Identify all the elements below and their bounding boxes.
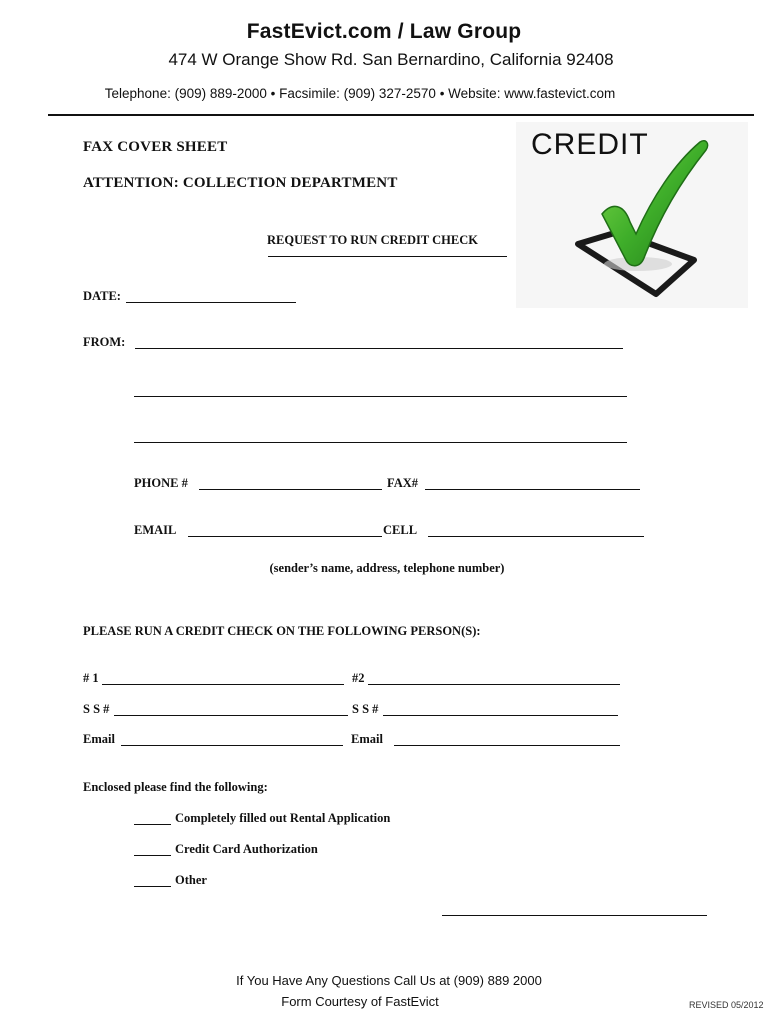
from-field-line-1[interactable] xyxy=(135,348,623,349)
ss1-label: S S # xyxy=(83,702,110,716)
cell-field[interactable] xyxy=(428,536,644,537)
date-label: DATE: xyxy=(83,289,121,303)
enclosure-item-1: Completely filled out Rental Application xyxy=(175,811,391,825)
header-divider xyxy=(48,114,754,116)
company-address: 474 W Orange Show Rd. San Bernardino, California 92408 xyxy=(168,50,614,69)
fax-label: FAX# xyxy=(387,476,419,490)
enclosure-item-2: Credit Card Authorization xyxy=(175,842,318,856)
phone-field[interactable] xyxy=(199,489,382,490)
attention-heading: ATTENTION: COLLECTION DEPARTMENT xyxy=(83,175,398,191)
date-field[interactable] xyxy=(126,302,296,303)
person2-field[interactable] xyxy=(368,684,620,685)
email1-label: Email xyxy=(83,732,115,746)
from-label: FROM: xyxy=(83,335,126,349)
from-field-line-2[interactable] xyxy=(134,396,627,397)
phone-label: PHONE # xyxy=(134,476,188,490)
email-field[interactable] xyxy=(188,536,382,537)
ss1-field[interactable] xyxy=(114,715,348,716)
enclosure-checkbox-2[interactable] xyxy=(134,855,171,856)
company-contact: Telephone: (909) 889-2000 • Facsimile: (909) 327-2570 • Website: www.fastevict.com xyxy=(104,86,616,101)
sender-note: (sender’s name, address, telephone number) xyxy=(269,561,505,575)
email-label: EMAIL xyxy=(134,523,177,537)
run-check-label: PLEASE RUN A CREDIT CHECK ON THE FOLLOWING PERSON(S): xyxy=(83,624,481,638)
email1-field[interactable] xyxy=(121,745,343,746)
enclosure-checkbox-3[interactable] xyxy=(134,886,171,887)
person2-label: #2 xyxy=(352,671,365,685)
ss2-label: S S # xyxy=(352,702,379,716)
fax-cover-heading: FAX COVER SHEET xyxy=(83,139,228,155)
enclosure-checkbox-1[interactable] xyxy=(134,824,171,825)
enclosure-item-3: Other xyxy=(175,873,207,887)
credit-graphic-word: CREDIT xyxy=(531,128,649,161)
enclosed-label: Enclosed please find the following: xyxy=(83,780,268,794)
company-title: FastEvict.com / Law Group xyxy=(246,20,522,43)
email2-field[interactable] xyxy=(394,745,620,746)
request-title: REQUEST TO RUN CREDIT CHECK xyxy=(267,233,478,247)
checkmark-icon xyxy=(560,136,720,304)
request-title-underline xyxy=(268,256,507,257)
person1-field[interactable] xyxy=(102,684,344,685)
ss2-field[interactable] xyxy=(383,715,618,716)
fax-field[interactable] xyxy=(425,489,640,490)
email2-label: Email xyxy=(351,732,383,746)
footer-courtesy: Form Courtesy of FastEvict xyxy=(281,994,439,1009)
cell-label: CELL xyxy=(383,523,418,537)
revised-date: REVISED 05/2012 xyxy=(689,1000,764,1010)
person1-label: # 1 xyxy=(83,671,99,685)
from-field-line-3[interactable] xyxy=(134,442,627,443)
signature-line[interactable] xyxy=(442,915,707,916)
footer-questions: If You Have Any Questions Call Us at (909) 889 2000 xyxy=(236,973,542,988)
